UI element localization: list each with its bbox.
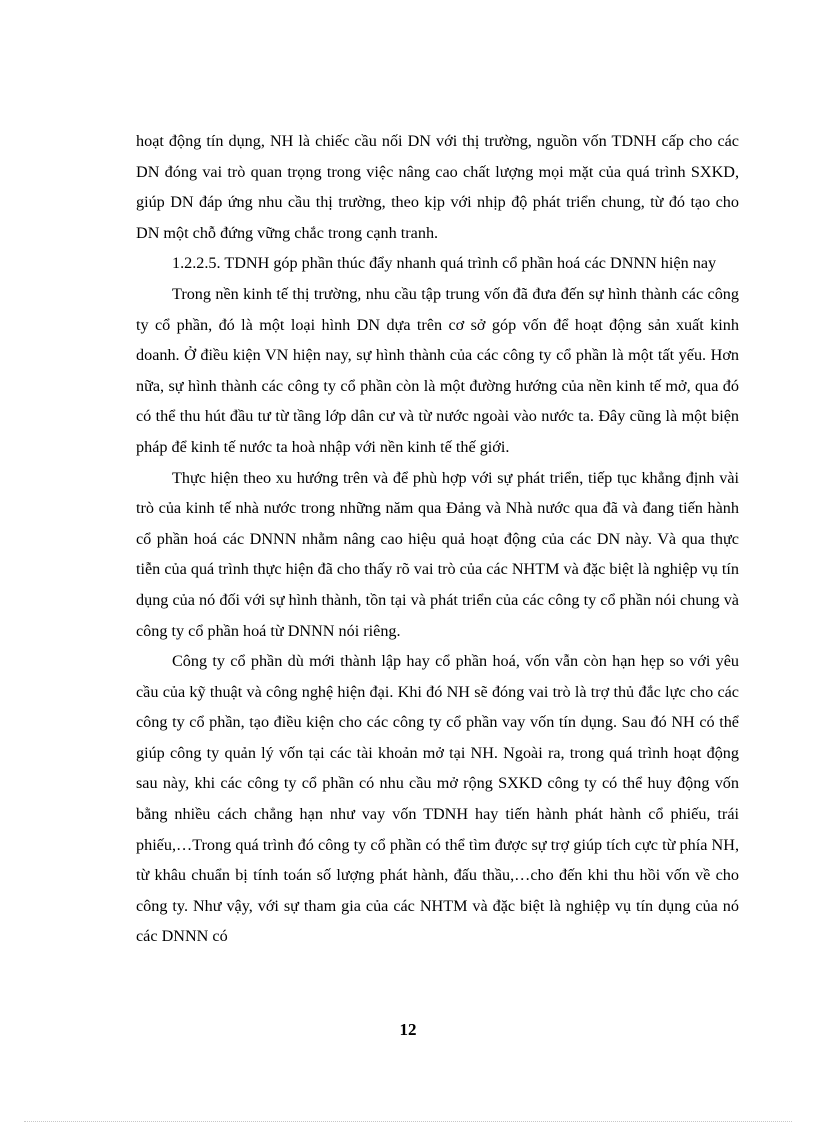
page-bottom-divider [24,1121,792,1122]
paragraph: Trong nền kinh tế thị trường, nhu cầu tập trung vốn đã đưa đến sự hình thành các công ty cổ phần, đó là một loại hình DN dựa trên cơ sở góp vốn để hoạt động sản xuất kinh doanh. Ở điều kiện VN hiện nay, sự hình thành của các công ty cổ phần là một tất yếu. Hơn nữa, sự hình thành các công ty cổ phần còn là một đường hướng của nền kinh tế mở, qua đó có thể thu hút đầu tư từ tầng lớp dân cư và từ nước ngoài vào nước ta. Đây cũng là một biện pháp để kinh tế nước ta hoà nhập với nền kinh tế thế giới. [136,284,739,456]
body-text [136,126,739,952]
section-heading-1-2-2-5: 1.2.2.5. TDNH góp phần thúc đẩy nhanh quá trình cổ phần hoá các DNNN hiện nay [172,254,717,273]
paragraph-continuation: hoạt động tín dụng, NH là chiếc cầu nối DN với thị trường, nguồn vốn TDNH cấp cho các DN đóng vai trò quan trọng trong việc nâng cao chất lượng mọi mặt của quá trình SXKD, giúp DN đáp ứng nhu cầu thị trường, theo kịp với nhịp độ phát triển chung, từ đó tạo cho DN một chỗ đứng vững chắc trong cạnh tranh. [136,132,739,242]
paragraph: Thực hiện theo xu hướng trên và để phù hợp với sự phát triển, tiếp tục khẳng định vài trò của kinh tế nhà nước trong những năm qua Đảng và Nhà nước qua đã và đang tiến hành cổ phần hoá các DNNN nhằm nâng cao hiệu quả hoạt động của các DN này. Và qua thực tiễn của quá trình thực hiện đã cho thấy rõ vai trò của các NHTM và đặc biệt là nghiệp vụ tín dụng của nó đối với sự hình thành, tồn tại và phát triển của các công ty cổ phần nói chung và công ty cổ phần hoá từ DNNN nói riêng. [136,468,739,640]
page-number: 12 [399,1020,417,1039]
paragraph: Công ty cổ phần dù mới thành lập hay cổ phần hoá, vốn vẫn còn hạn hẹp so với yêu cầu của kỹ thuật và công nghệ hiện đại. Khi đó NH sẽ đóng vai trò là trợ thủ đắc lực cho các công ty cổ phần, tạo điều kiện cho các công ty cổ phần vay vốn tín dụng. Sau đó NH có thể giúp công ty quản lý vốn tại các tài khoản mở tại NH. Ngoài ra, trong quá trình hoạt động sau này, khi các công ty cổ phần có nhu cầu mở rộng SXKD công ty có thể huy động vốn bằng nhiều cách chẳng hạn như vay vốn TDNH hay tiến hành phát hành cổ phiếu, trái phiếu,…Trong quá trình đó công ty cổ phần có thể tìm được sự trợ giúp tích cực từ phía NH, từ khâu chuẩn bị tính toán số lượng phát hành, đấu thầu,…cho đến khi thu hồi vốn về cho công ty. Như vậy, với sự tham gia của các NHTM và đặc biệt là nghiệp vụ tín dụng của nó các DNNN có [136,652,739,946]
